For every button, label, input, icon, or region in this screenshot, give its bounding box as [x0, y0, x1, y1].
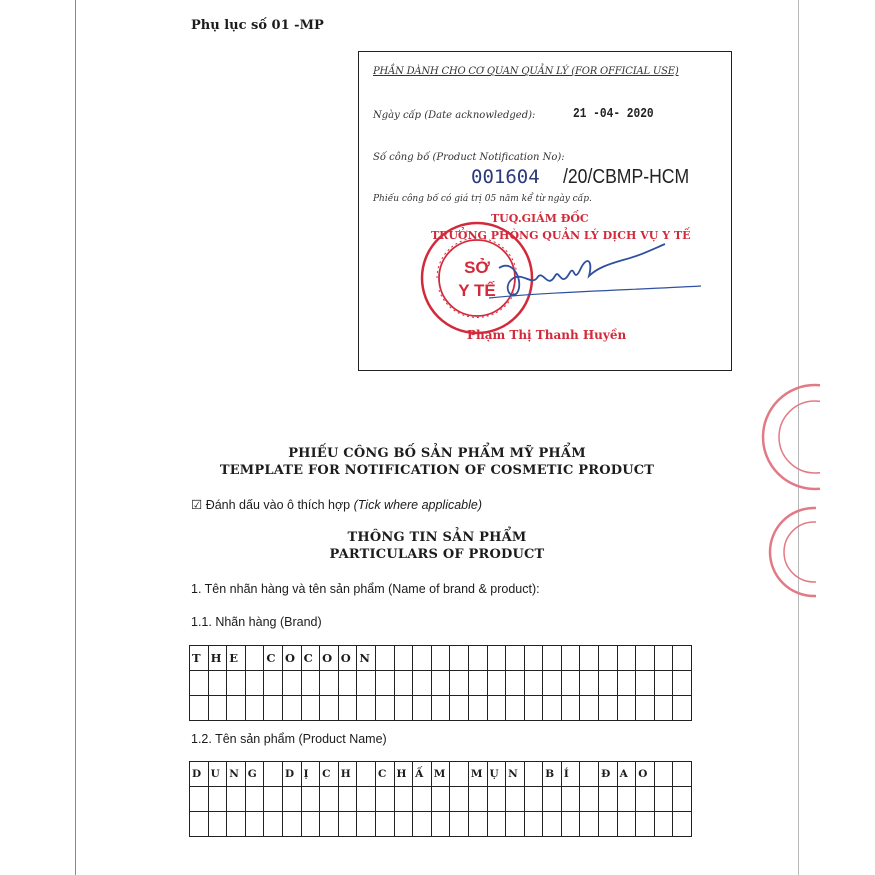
- brand-empty-cell: [450, 646, 469, 671]
- brand-empty-cell: [264, 696, 283, 721]
- brand-empty-cell: [432, 671, 451, 696]
- product-empty-cell: [618, 787, 637, 812]
- product-empty-cell: [357, 787, 376, 812]
- product-char-cell: N: [227, 762, 246, 787]
- product-char-grid: [189, 761, 692, 837]
- brand-empty-cell: [543, 646, 562, 671]
- product-name-label: 1.2. Tên sản phẩm (Product Name): [191, 732, 387, 746]
- brand-empty-cell: [599, 696, 618, 721]
- product-empty-cell: [562, 812, 581, 837]
- brand-empty-cell: [488, 696, 507, 721]
- brand-char-cell: C: [302, 646, 321, 671]
- product-empty-cell: [543, 812, 562, 837]
- product-empty-cell: [469, 787, 488, 812]
- brand-char-cell: O: [339, 646, 358, 671]
- tick-instruction: [191, 497, 482, 512]
- product-empty-cell: [506, 787, 525, 812]
- product-empty-cell: [264, 812, 283, 837]
- brand-empty-cell: [580, 671, 599, 696]
- notification-number-suffix: /20/CBMP-HCM: [563, 166, 690, 188]
- stamp-text-2: Y TẾ: [458, 281, 496, 300]
- brand-empty-cell: [432, 646, 451, 671]
- product-char-cell: M: [432, 762, 451, 787]
- brand-empty-cell: [655, 696, 674, 721]
- brand-empty-cell: [376, 696, 395, 721]
- brand-empty-cell: [562, 646, 581, 671]
- brand-char-cell: T: [190, 646, 209, 671]
- product-empty-cell: [599, 787, 618, 812]
- brand-empty-cell: [302, 671, 321, 696]
- brand-product-label: 1. Tên nhãn hàng và tên sản phẩm (Name of brand & product):: [191, 582, 540, 596]
- product-empty-cell: [227, 812, 246, 837]
- brand-empty-cell: [302, 696, 321, 721]
- product-char-cell: C: [376, 762, 395, 787]
- notification-number-value: 001604: [471, 166, 540, 188]
- product-empty-cell: [636, 787, 655, 812]
- product-char-cell: Í: [562, 762, 581, 787]
- brand-empty-cell: [469, 646, 488, 671]
- brand-empty-cell: [543, 696, 562, 721]
- edge-stamp-icon-2: [766, 505, 816, 600]
- product-empty-cell: [673, 812, 692, 837]
- product-empty-cell: [339, 812, 358, 837]
- signatory-title-2: TRƯỞNG PHÒNG QUẢN LÝ DỊCH VỤ Y TẾ: [431, 229, 691, 242]
- brand-empty-cell: [488, 646, 507, 671]
- validity-note: Phiếu công bố có giá trị 05 năm kể từ ngày cấp.: [373, 194, 592, 204]
- product-empty-cell: [320, 787, 339, 812]
- product-char-cell: Ị: [302, 762, 321, 787]
- brand-char-cell: O: [283, 646, 302, 671]
- brand-empty-cell: [655, 646, 674, 671]
- product-empty-cell: [227, 787, 246, 812]
- brand-empty-cell: [283, 671, 302, 696]
- product-empty-cell: [673, 787, 692, 812]
- date-acknowledged-value: 21 -04- 2020: [573, 106, 654, 122]
- product-char-cell: N: [506, 762, 525, 787]
- brand-empty-cell: [525, 646, 544, 671]
- brand-empty-cell: [320, 671, 339, 696]
- product-empty-cell: [376, 787, 395, 812]
- product-empty-cell: [246, 787, 265, 812]
- brand-label: 1.1. Nhãn hàng (Brand): [191, 615, 322, 629]
- product-char-cell: Đ: [599, 762, 618, 787]
- product-empty-cell: [283, 787, 302, 812]
- product-empty-cell: [488, 812, 507, 837]
- edge-stamp-icon: [760, 380, 820, 495]
- product-char-cell: G: [246, 762, 265, 787]
- brand-empty-cell: [636, 696, 655, 721]
- signatory-title-1: TUQ.GIÁM ĐỐC: [491, 212, 589, 225]
- tick-instruction-text-en: (Tick where applicable): [353, 498, 483, 512]
- product-empty-cell: [413, 787, 432, 812]
- brand-empty-cell: [246, 696, 265, 721]
- brand-empty-cell: [673, 696, 692, 721]
- brand-empty-cell: [395, 671, 414, 696]
- brand-empty-cell: [283, 696, 302, 721]
- checkbox-icon: ☑: [191, 498, 203, 512]
- brand-empty-cell: [673, 671, 692, 696]
- brand-empty-cell: [413, 646, 432, 671]
- product-empty-cell: [395, 787, 414, 812]
- brand-empty-cell: [673, 646, 692, 671]
- tick-instruction-text: Đánh dấu vào ô thích hợp: [205, 498, 351, 512]
- brand-empty-cell: [506, 696, 525, 721]
- stamp-text-1: SỞ: [464, 258, 490, 277]
- product-empty-cell: [580, 812, 599, 837]
- product-empty-cell: [357, 812, 376, 837]
- brand-empty-cell: [525, 696, 544, 721]
- brand-char-cell: N: [357, 646, 376, 671]
- product-empty-cell: [320, 812, 339, 837]
- product-empty-cell: [283, 812, 302, 837]
- product-empty-cell: [580, 787, 599, 812]
- brand-empty-cell: [357, 671, 376, 696]
- product-empty-cell: [655, 812, 674, 837]
- brand-empty-cell: [264, 671, 283, 696]
- brand-empty-cell: [450, 671, 469, 696]
- brand-empty-cell: [599, 646, 618, 671]
- document-page: [75, 0, 799, 875]
- product-empty-cell: [655, 762, 674, 787]
- brand-empty-cell: [580, 646, 599, 671]
- brand-empty-cell: [320, 696, 339, 721]
- product-char-cell: H: [339, 762, 358, 787]
- product-empty-cell: [562, 787, 581, 812]
- product-char-cell: D: [283, 762, 302, 787]
- brand-empty-cell: [413, 696, 432, 721]
- brand-empty-cell: [432, 696, 451, 721]
- product-char-cell: M: [469, 762, 488, 787]
- product-char-cell: U: [209, 762, 228, 787]
- product-empty-cell: [190, 812, 209, 837]
- brand-empty-cell: [376, 646, 395, 671]
- brand-empty-cell: [618, 696, 637, 721]
- product-empty-cell: [450, 812, 469, 837]
- brand-empty-cell: [562, 671, 581, 696]
- brand-empty-cell: [655, 671, 674, 696]
- brand-char-cell: O: [320, 646, 339, 671]
- product-char-cell: [450, 762, 469, 787]
- product-empty-cell: [302, 812, 321, 837]
- product-char-cell: B: [543, 762, 562, 787]
- form-title-en: TEMPLATE FOR NOTIFICATION OF COSMETIC PRODUCT: [219, 463, 655, 478]
- product-char-cell: D: [190, 762, 209, 787]
- appendix-label: Phụ lục số 01 -MP: [191, 18, 324, 33]
- product-empty-cell: [525, 787, 544, 812]
- product-empty-cell: [655, 787, 674, 812]
- product-empty-cell: [302, 787, 321, 812]
- product-empty-cell: [636, 812, 655, 837]
- brand-empty-cell: [395, 696, 414, 721]
- brand-empty-cell: [227, 696, 246, 721]
- brand-empty-cell: [246, 671, 265, 696]
- brand-empty-cell: [580, 696, 599, 721]
- product-empty-cell: [469, 812, 488, 837]
- product-char-cell: Ấ: [413, 762, 432, 787]
- brand-empty-cell: [636, 646, 655, 671]
- brand-empty-cell: [190, 671, 209, 696]
- form-title-vi: PHIẾU CÔNG BỐ SẢN PHẨM MỸ PHẨM: [288, 446, 586, 461]
- brand-empty-cell: [339, 696, 358, 721]
- product-empty-cell: [618, 812, 637, 837]
- product-char-cell: [264, 762, 283, 787]
- notification-number-label: Số công bố (Product Notification No):: [373, 152, 565, 163]
- brand-char-cell: C: [264, 646, 283, 671]
- brand-char-cell: [246, 646, 265, 671]
- brand-empty-cell: [376, 671, 395, 696]
- product-empty-cell: [432, 787, 451, 812]
- brand-empty-cell: [469, 696, 488, 721]
- brand-empty-cell: [488, 671, 507, 696]
- product-char-cell: [580, 762, 599, 787]
- product-empty-cell: [190, 787, 209, 812]
- brand-empty-cell: [599, 671, 618, 696]
- brand-empty-cell: [525, 671, 544, 696]
- brand-empty-cell: [395, 646, 414, 671]
- official-use-box: [358, 51, 732, 371]
- brand-char-grid: [189, 645, 692, 721]
- product-char-cell: H: [395, 762, 414, 787]
- brand-empty-cell: [339, 671, 358, 696]
- product-char-cell: [525, 762, 544, 787]
- brand-empty-cell: [636, 671, 655, 696]
- date-acknowledged-label: Ngày cấp (Date acknowledged):: [373, 110, 536, 121]
- product-empty-cell: [376, 812, 395, 837]
- brand-empty-cell: [209, 696, 228, 721]
- product-empty-cell: [450, 787, 469, 812]
- brand-empty-cell: [562, 696, 581, 721]
- signer-name: Phạm Thị Thanh Huyền: [467, 328, 627, 342]
- brand-empty-cell: [506, 646, 525, 671]
- product-char-cell: [357, 762, 376, 787]
- brand-empty-cell: [469, 671, 488, 696]
- brand-empty-cell: [618, 646, 637, 671]
- product-empty-cell: [506, 812, 525, 837]
- product-empty-cell: [413, 812, 432, 837]
- brand-empty-cell: [227, 671, 246, 696]
- brand-empty-cell: [450, 696, 469, 721]
- brand-empty-cell: [209, 671, 228, 696]
- product-empty-cell: [246, 812, 265, 837]
- brand-empty-cell: [413, 671, 432, 696]
- brand-empty-cell: [506, 671, 525, 696]
- brand-char-cell: H: [209, 646, 228, 671]
- brand-empty-cell: [357, 696, 376, 721]
- brand-empty-cell: [618, 671, 637, 696]
- product-empty-cell: [209, 787, 228, 812]
- product-empty-cell: [673, 762, 692, 787]
- product-empty-cell: [339, 787, 358, 812]
- product-empty-cell: [543, 787, 562, 812]
- product-empty-cell: [432, 812, 451, 837]
- product-empty-cell: [488, 787, 507, 812]
- product-empty-cell: [525, 812, 544, 837]
- official-use-heading: PHẦN DÀNH CHO CƠ QUAN QUẢN LÝ (FOR OFFICIAL USE): [373, 66, 679, 77]
- product-char-cell: A: [618, 762, 637, 787]
- product-empty-cell: [264, 787, 283, 812]
- brand-empty-cell: [543, 671, 562, 696]
- product-empty-cell: [395, 812, 414, 837]
- product-char-cell: O: [636, 762, 655, 787]
- product-empty-cell: [209, 812, 228, 837]
- product-char-cell: C: [320, 762, 339, 787]
- section-title-en: PARTICULARS OF PRODUCT: [329, 547, 545, 562]
- section-title-vi: THÔNG TIN SẢN PHẨM: [347, 530, 527, 545]
- product-empty-cell: [599, 812, 618, 837]
- brand-char-cell: E: [227, 646, 246, 671]
- product-char-cell: Ụ: [488, 762, 507, 787]
- signature-icon: [489, 238, 704, 313]
- brand-empty-cell: [190, 696, 209, 721]
